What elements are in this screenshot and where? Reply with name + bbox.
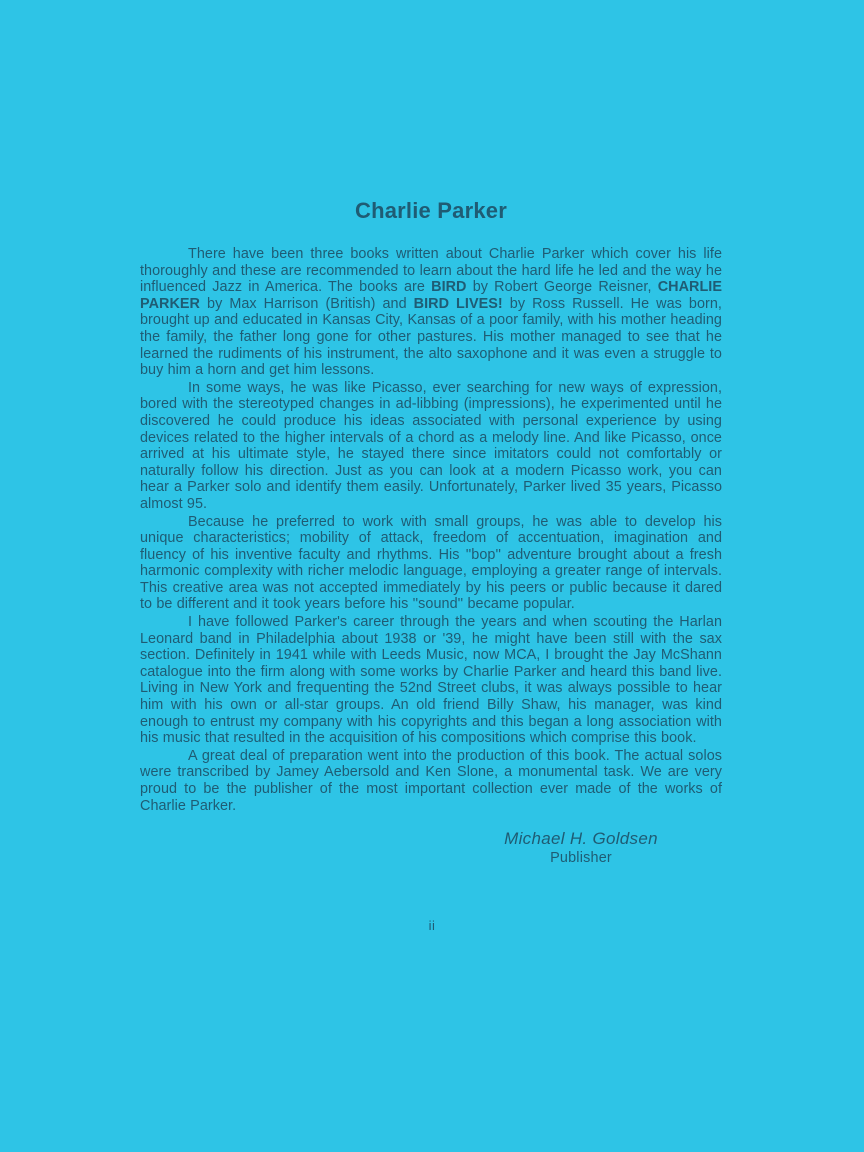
body-run: A great deal of preparation went into the production of this book. The actual solos were transcribed by Jamey Aebersold and Ken Slone, a monumental task. We are very proud to be the publisher of the most important collection ever made of the works of Charlie Parker. [140, 747, 722, 814]
emphasis-text: CHARLIE PARKER [140, 279, 722, 312]
body-run: by Robert George Reisner, [466, 279, 658, 296]
paragraph-4 [140, 614, 722, 747]
page-number: ii [428, 918, 436, 933]
body-run: by Ross Russell. He was born, brought up and educated in Kansas City, Kansas of a poor family, with his mother heading the family, the father long gone for other pastures. His mother managed to see that he learned the rudiments of his instrument, the alto saxophone and it was even a struggle to buy him a horn and get him lessons. [140, 295, 722, 379]
paragraph-5 [140, 748, 722, 814]
signature-role: Publisher [550, 850, 612, 867]
signature-name: Michael H. Goldsen [504, 829, 658, 849]
signature-block [140, 828, 722, 868]
paragraph-3 [140, 514, 722, 614]
body-run: I have followed Parker's career through the years and when scouting the Harlan Leonard band in Philadelphia about 1938 or '39, he might have been still with the sax section. Definitely in 1941 while with Leeds Music, now MCA, I brought the Jay McShann catalogue into the firm along with some works by Charlie Parker and heard this band live. Living in New York and frequenting the 52nd Street clubs, it was always possible to hear him with his own or all-star groups. An old friend Billy Shaw, his manager, was kind enough to entrust my company with his copyrights and this began a long association with his music that resulted in the acquisition of his compositions which comprise this book. [140, 614, 722, 747]
body-run: In some ways, he was like Picasso, ever searching for new ways of expression, bored with the stereotyped changes in ad-libbing (impressions), he experimented until he discovered he could produce his ideas associated with personal experience by using devices related to the higher intervals of a chord as a melody line. And like Picasso, once arrived at his ultimate style, he stayed there since imitators could not comfortably or naturally follow his direction. Just as you can look at a modern Picasso work, you can hear a Parker solo and identify them easily. Unfortunately, Parker lived 35 years, Picasso almost 95. [140, 379, 722, 512]
body-run: There have been three books written about Charlie Parker which cover his life thoroughly and these are recommended to learn about the hard life he led and the way he influenced Jazz in America. The books are [140, 246, 722, 296]
emphasis-text: BIRD [431, 279, 467, 296]
body-run: Because he preferred to work with small groups, he was able to develop his unique characteristics; mobility of attack, freedom of accentuation, imagination and fluency of his inventive faculty and rhythms. His ''bop'' adventure brought about a fresh harmonic complexity with richer melodic language, employing a greater range of intervals. This creative area was not accepted immediately by his peers or public because it dared to be different and it took years before his ''sound'' became popular. [140, 513, 722, 613]
paragraph-1 [140, 246, 722, 379]
body-text [140, 246, 722, 814]
paragraph-2 [140, 380, 722, 513]
body-run: by Max Harrison (British) and [200, 295, 414, 312]
emphasis-text: BIRD LIVES! [413, 295, 503, 312]
page-title: Charlie Parker [355, 198, 507, 223]
page-content [140, 198, 722, 868]
